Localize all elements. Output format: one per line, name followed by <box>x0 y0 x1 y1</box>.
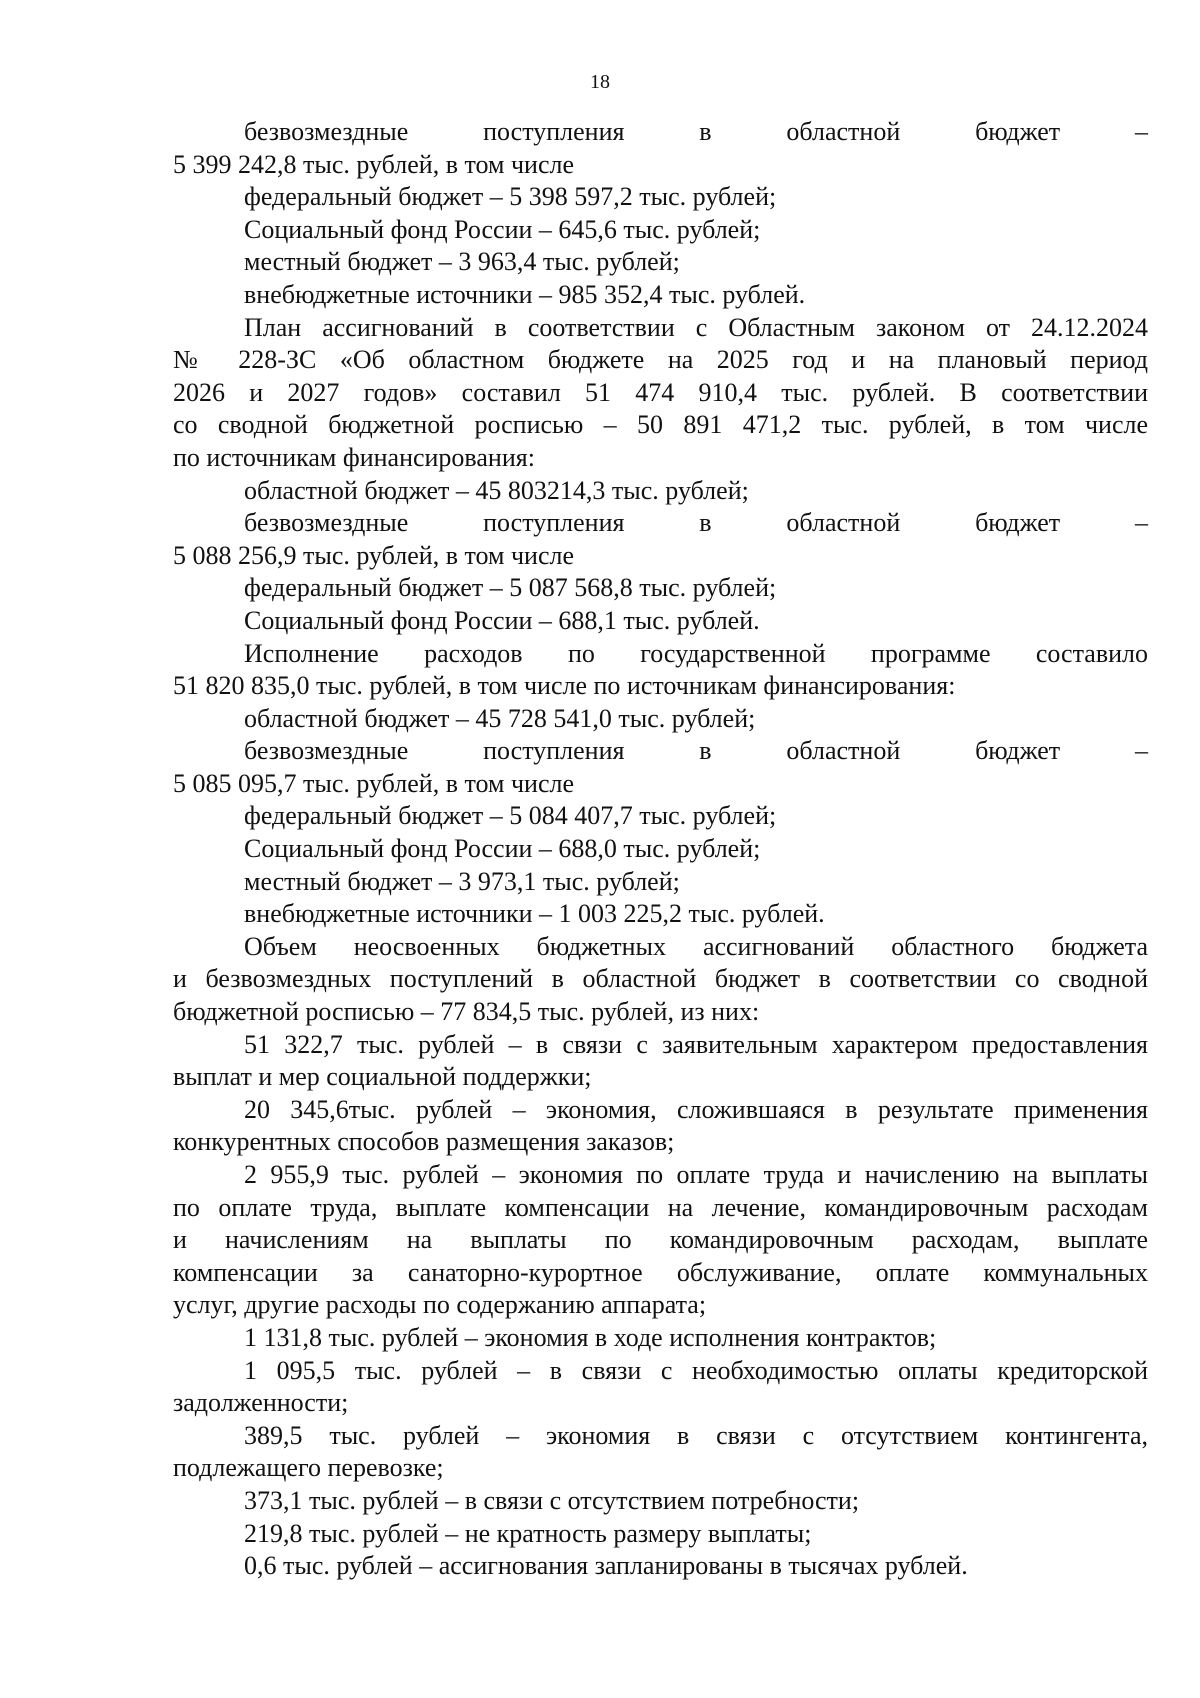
text-line: бюджетной росписью – 77 834,5 тыс. рублей, из них: <box>173 997 760 1027</box>
text-line: федеральный бюджет – 5 398 597,2 тыс. рублей; <box>244 182 777 212</box>
text-line: безвозмездные поступления в областной бюджет – <box>244 117 1148 146</box>
text-line: местный бюджет – 3 963,4 тыс. рублей; <box>244 247 680 277</box>
text-line: 5 085 095,7 тыс. рублей, в том числе <box>173 768 574 798</box>
text-line: Объем неосвоенных бюджетных ассигнований областного бюджета <box>244 931 1148 961</box>
text-line: со сводной бюджетной росписью – 50 891 471,2 тыс. рублей, в том числе <box>173 410 1148 440</box>
text-line: безвозмездные поступления в областной бюджет – <box>244 736 1148 766</box>
text-line: выплат и мер социальной поддержки; <box>173 1062 592 1092</box>
text-line: 219,8 тыс. рублей – не кратность размеру выплаты; <box>244 1518 812 1548</box>
text-line: Социальный фонд России – 688,1 тыс. рублей. <box>244 605 760 635</box>
text-line: компенсации за санаторно-курортное обслуживание, оплате коммунальных <box>173 1257 1148 1287</box>
text-line: 20 345,6тыс. рублей – экономия, сложившаяся в результате применения <box>244 1094 1148 1124</box>
text-line: внебюджетные источники – 1 003 225,2 тыс. рублей. <box>244 899 825 929</box>
text-line: 51 322,7 тыс. рублей – в связи с заявительным характером предоставления <box>244 1029 1148 1059</box>
document-body <box>173 116 1148 1583</box>
text-line: 1 131,8 тыс. рублей – экономия в ходе исполнения контрактов; <box>244 1322 937 1352</box>
text-line: областной бюджет – 45 728 541,0 тыс. рублей; <box>244 703 756 733</box>
text-line: 0,6 тыс. рублей – ассигнования запланированы в тысячах рублей. <box>244 1551 968 1581</box>
text-line: 389,5 тыс. рублей – экономия в связи с отсутствием контингента, <box>244 1420 1148 1450</box>
text-line: 5 088 256,9 тыс. рублей, в том числе <box>173 540 574 570</box>
text-line: конкурентных способов размещения заказов; <box>173 1127 675 1157</box>
text-line: 1 095,5 тыс. рублей – в связи с необходимостью оплаты кредиторской <box>244 1355 1148 1385</box>
text-line: Исполнение расходов по государственной программе составило <box>244 638 1148 668</box>
text-line: по источникам финансирования: <box>173 442 535 472</box>
text-line: Социальный фонд России – 645,6 тыс. рублей; <box>244 214 761 244</box>
text-line: 2 955,9 тыс. рублей – экономия по оплате труда и начислению на выплаты <box>244 1160 1148 1189</box>
text-line: Социальный фонд России – 688,0 тыс. рублей; <box>244 834 761 864</box>
text-line: и начислениям на выплаты по командировочным расходам, выплате <box>173 1225 1148 1255</box>
text-line: 373,1 тыс. рублей – в связи с отсутствием потребности; <box>244 1485 860 1515</box>
text-line: по оплате труда, выплате компенсации на лечение, командировочным расходам <box>173 1192 1148 1222</box>
text-line: и безвозмездных поступлений в областной бюджет в соответствии со сводной <box>173 964 1148 994</box>
text-line: местный бюджет – 3 973,1 тыс. рублей; <box>244 866 680 896</box>
text-line: План ассигнований в соответствии с Областным законом от 24.12.2024 <box>244 312 1148 342</box>
text-line: безвозмездные поступления в областной бюджет – <box>244 508 1148 538</box>
text-line: 2026 и 2027 годов» составил 51 474 910,4 тыс. рублей. В соответствии <box>173 377 1148 407</box>
text-line: задолженности; <box>173 1388 349 1418</box>
text-line: внебюджетные источники – 985 352,4 тыс. рублей. <box>244 279 806 309</box>
page-number: 18 <box>590 71 610 93</box>
text-line: 5 399 242,8 тыс. рублей, в том числе <box>173 149 574 179</box>
text-line: № 228-ЗС «Об областном бюджете на 2025 год и на плановый период <box>173 345 1148 375</box>
text-line: подлежащего перевозке; <box>173 1453 444 1483</box>
text-line: услуг, другие расходы по содержанию аппарата; <box>173 1290 707 1320</box>
text-line: федеральный бюджет – 5 084 407,7 тыс. рублей; <box>244 801 777 831</box>
text-line: федеральный бюджет – 5 087 568,8 тыс. рублей; <box>244 573 777 603</box>
text-line: областной бюджет – 45 803214,3 тыс. рублей; <box>244 475 749 505</box>
text-line: 51 820 835,0 тыс. рублей, в том числе по источникам финансирования: <box>173 671 956 701</box>
